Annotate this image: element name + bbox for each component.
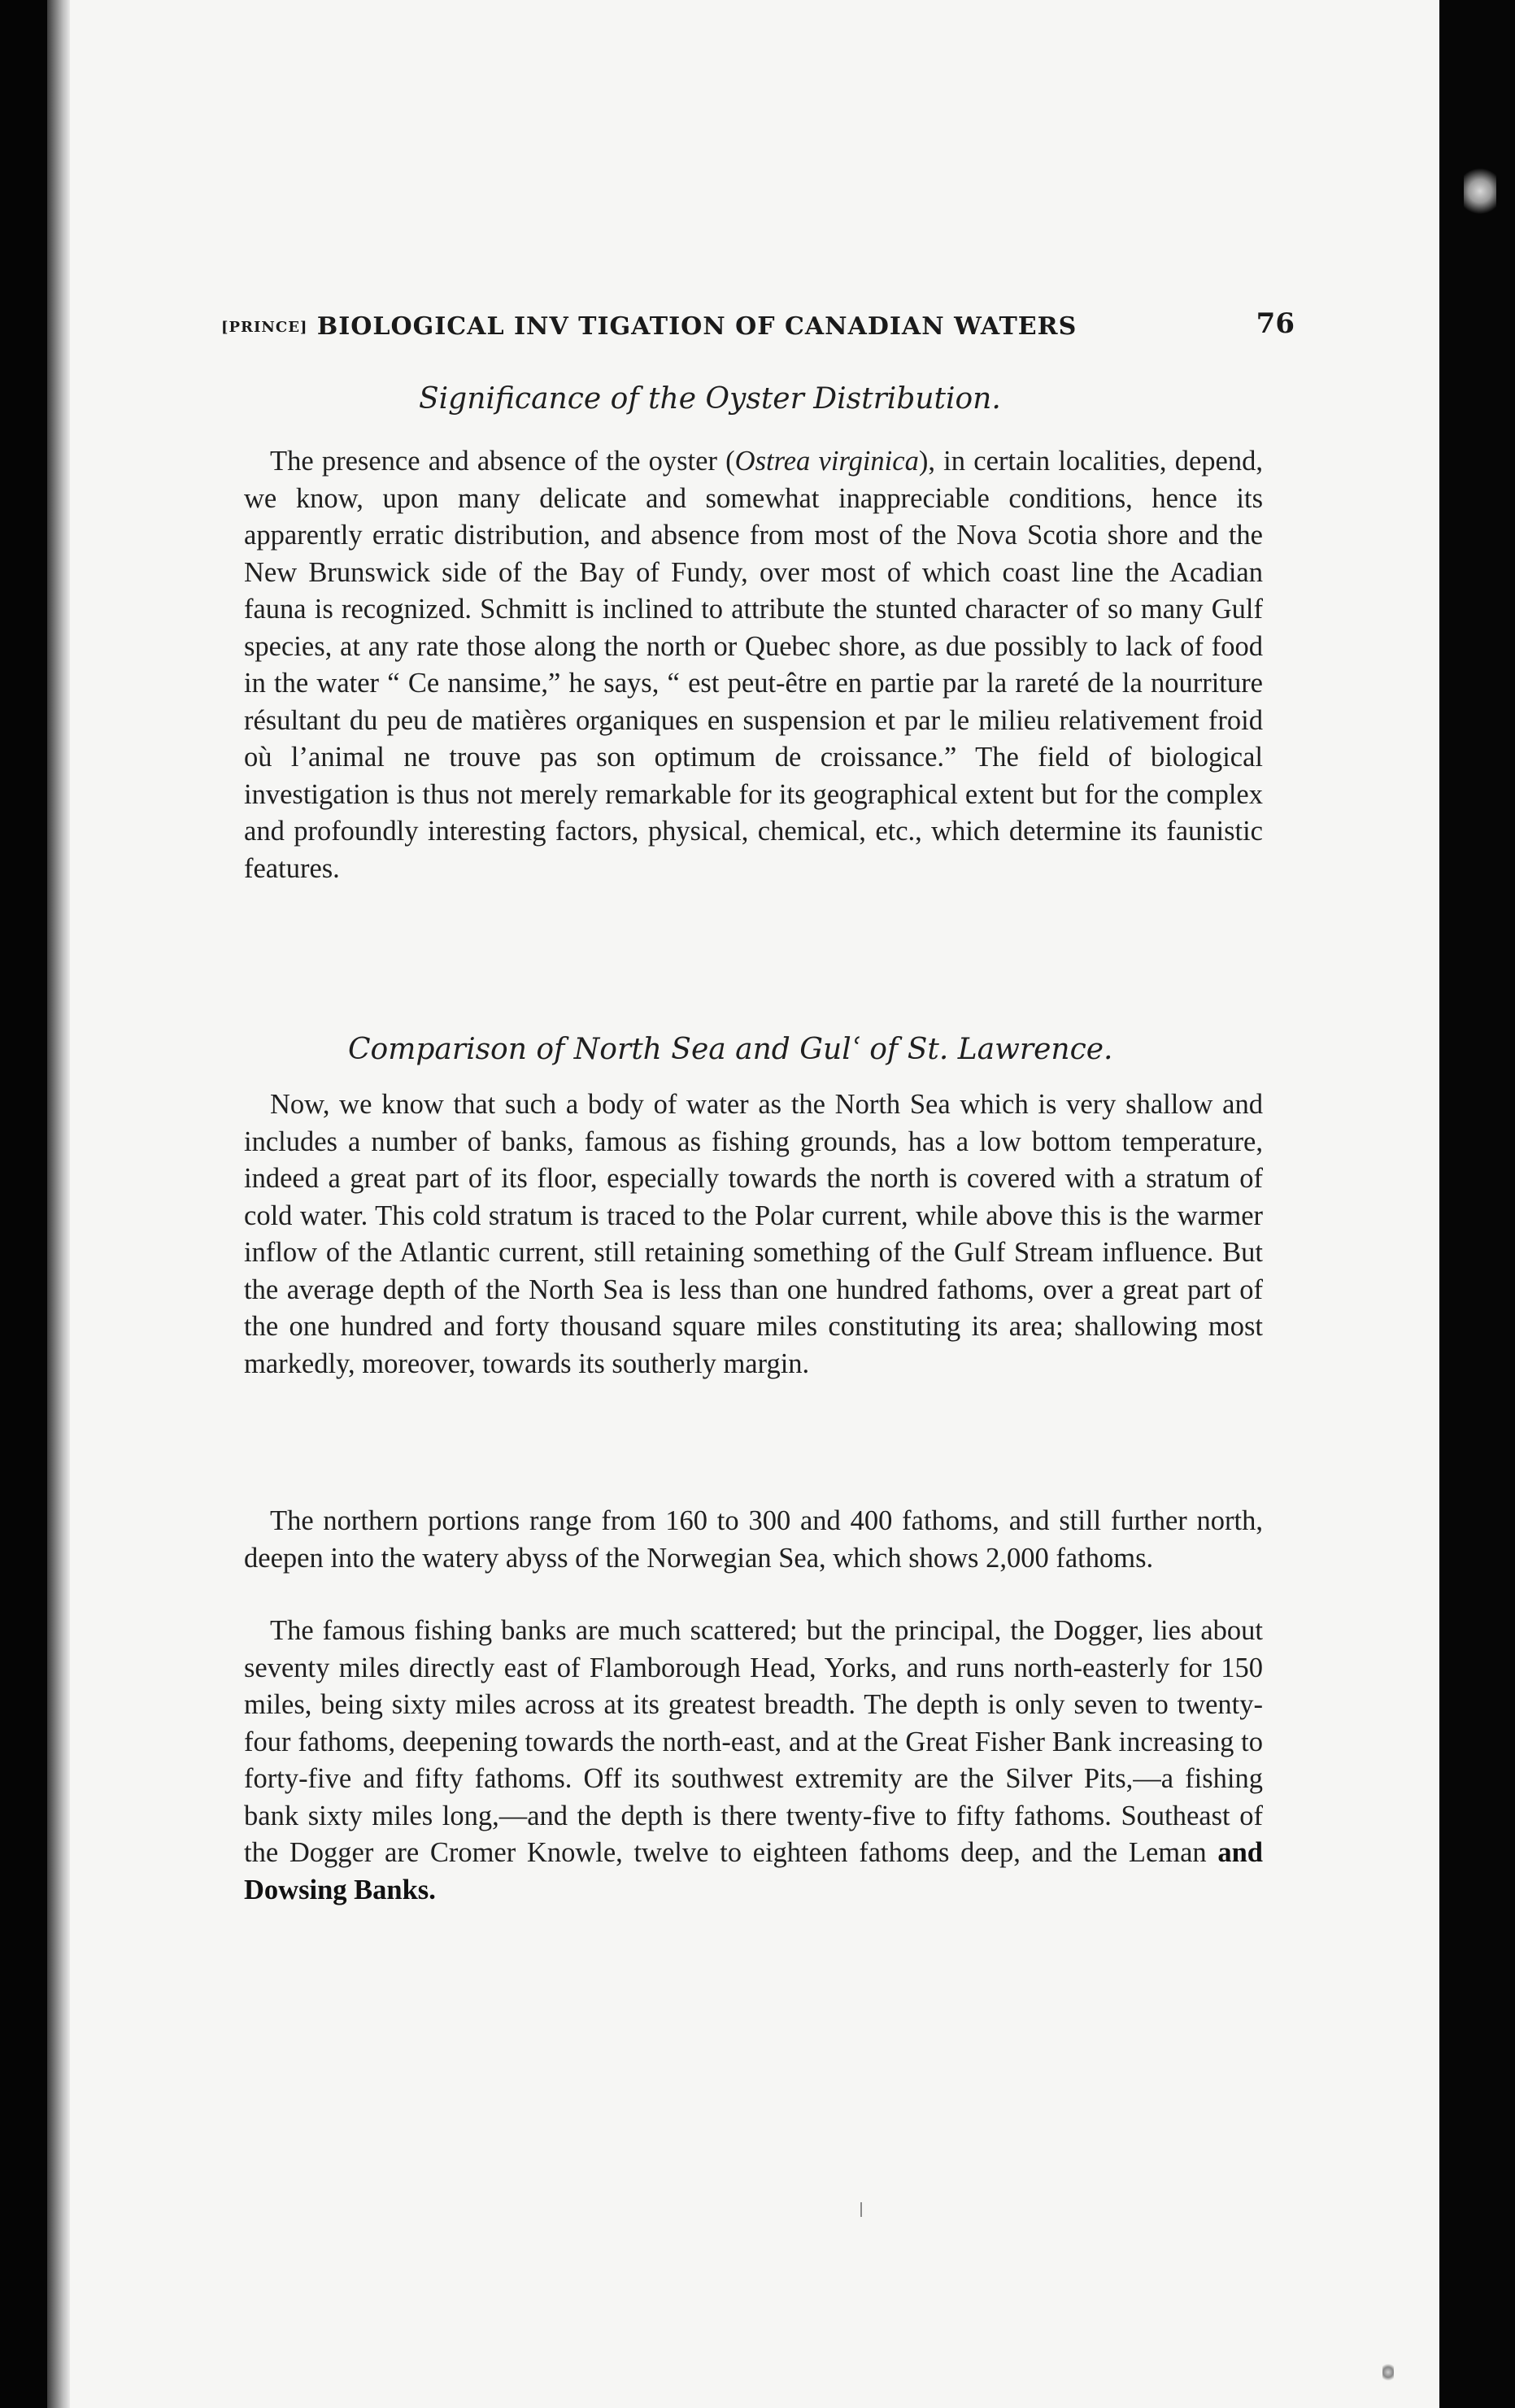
section-heading-oyster: Significance of the Oyster Distribution.: [419, 382, 1001, 416]
dust-speck: [1382, 2362, 1394, 2382]
paragraph-fishing-banks: [244, 1613, 1263, 1909]
running-title: BIOLOGICAL INV TIGATION OF CANADIAN WATERS: [316, 312, 1077, 341]
author-tag: [PRINCE]: [221, 319, 308, 336]
paragraph-oyster: [244, 443, 1263, 887]
running-header-left: [221, 312, 1077, 341]
dust-speck: [1464, 163, 1496, 220]
species-name: Ostrea virginica: [734, 446, 919, 477]
section-heading-comparison: Comparison of North Sea and Gulʿ of St. Lawrence.: [348, 1033, 1113, 1066]
paragraph-text-bold: and Dowsing Banks.: [244, 1837, 1263, 1905]
page-number: 76: [1256, 307, 1295, 340]
stray-mark: [860, 2202, 862, 2217]
paragraph-text: The presence and absence of the oyster (: [270, 446, 735, 477]
binding-shadow: [47, 0, 70, 2408]
scan-background-edge: [1439, 0, 1515, 2408]
paragraph-northern-portions: The northern portions range from 160 to 300 and 400 fathoms, and still further north, deepen into the watery abyss of the Norwegian Sea, which shows 2,000 fathoms.: [244, 1505, 1263, 1574]
running-header: [221, 307, 1295, 348]
paragraph-north-sea: Now, we know that such a body of water as the North Sea which is very shallow and includes a number of banks, famous as fishing grounds, has a low bottom temperature, indeed a great part of its floor, especially towards the north is covered with a stratum of cold water. This cold stratum is traced to the Polar current, while above this is the warmer inflow of the Atlantic current, still retaining something of the Gulf Stream influence. But the average depth of the North Sea is less than one hundred fathoms, over a great part of the one hundred and forty thousand square miles constituting its area; shallowing most markedly, moreover, towards its southerly margin.: [244, 1089, 1263, 1379]
paragraph-text: ), in certain localities, depend, we know, upon many delicate and somewhat inappreciable conditions, hence its apparently erratic distribution, and absence from most of the Nova Scotia shore and the New Brunswick side of the Bay of Fundy, over most of which coast line the Acadian fauna is recognized. Schmitt is inclined to attribute the stunted character of so many Gulf species, at any rate those along the north or Quebec shore, as due possibly to lack of food in the water “ Ce nansime,” he says, “ est peut-être en partie par la rareté de la nourriture résultant du peu de matières organiques en suspension et par le milieu relativement froid où l’animal ne trouve pas son optimum de croissance.” The field of biological investigation is thus not merely remarkable for its geographical extent but for the complex and profoundly interesting factors, physical, chemical, etc., which determine its faunistic features.: [244, 446, 1263, 884]
paragraph-text: The famous fishing banks are much scattered; but the principal, the Dogger, lies about seventy miles directly east of Flamborough Head, Yorks, and runs north-easterly for 150 miles, being sixty miles across at its greatest breadth. The depth is only seven to twenty-four fathoms, deepening towards the north-east, and at the Great Fisher Bank increasing to forty-five and fifty fathoms. Off its southwest extremity are the Silver Pits,—a fishing bank sixty miles long,—and the depth is there twenty-five to fifty fathoms. Southeast of the Dogger are Cromer Knowle, twelve to eighteen fathoms deep, and the Leman: [244, 1615, 1263, 1868]
